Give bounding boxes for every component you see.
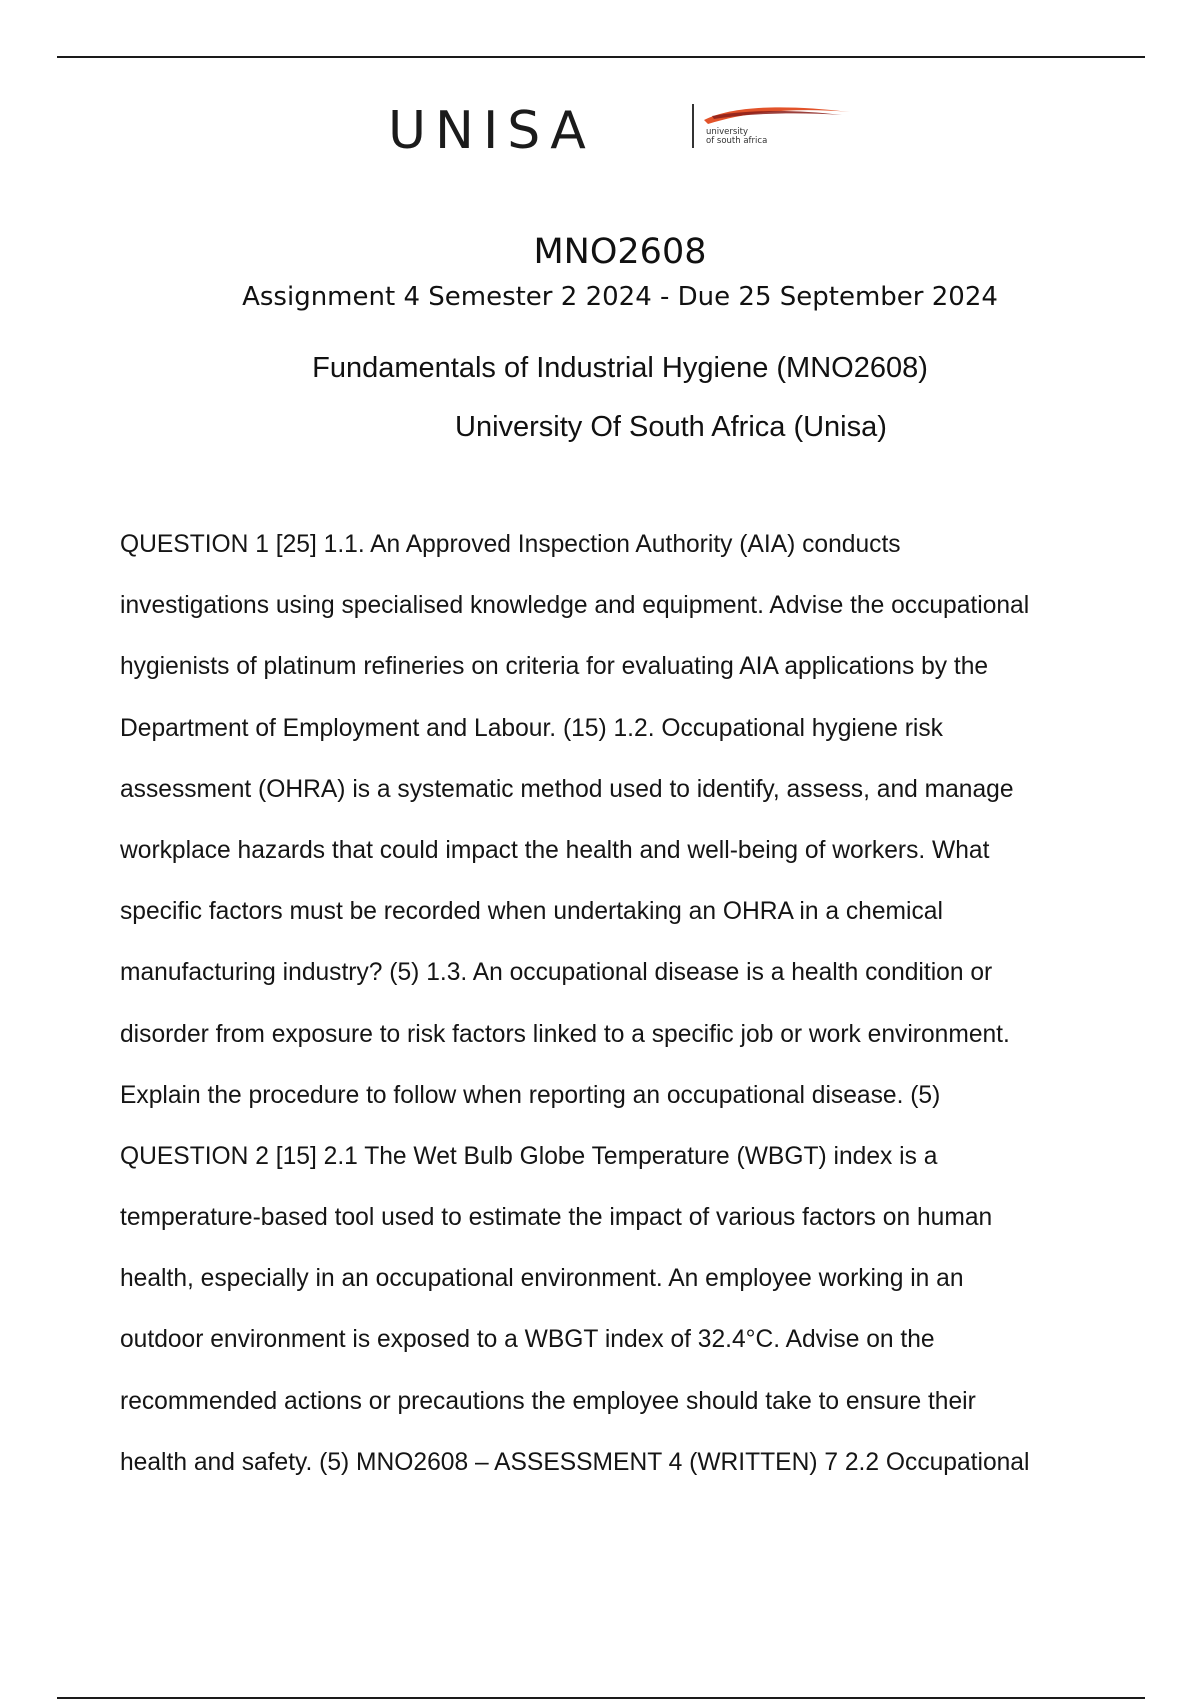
body-line: QUESTION 2 [15] 2.1 The Wet Bulb Globe Temperature (WBGT) index is a [120, 1142, 938, 1170]
logo-tagline-line2: of south africa [706, 136, 768, 146]
body-line: recommended actions or precautions the employee should take to ensure their [120, 1387, 976, 1415]
body-line: temperature-based tool used to estimate the impact of various factors on human [120, 1204, 993, 1232]
bottom-rule [57, 1697, 1145, 1699]
body-line: workplace hazards that could impact the health and well-being of workers. What [120, 836, 990, 864]
university-name: University Of South Africa (Unisa) [455, 411, 887, 443]
course-title: Fundamentals of Industrial Hygiene (MNO2608) [312, 352, 928, 384]
body-line: outdoor environment is exposed to a WBGT index of 32.4°C. Advise on the [120, 1326, 935, 1354]
body-line: manufacturing industry? (5) 1.3. An occupational disease is a health condition or [120, 959, 993, 987]
course-code: MNO2608 [533, 232, 707, 272]
logo-tagline-line1: university [706, 127, 749, 137]
assignment-due-line: Assignment 4 Semester 2 2024 - Due 25 September 2024 [242, 282, 998, 312]
body-line: hygienists of platinum refineries on criteria for evaluating AIA applications by the [120, 653, 989, 681]
logo-tagline [706, 128, 767, 146]
assignment-body [120, 525, 1150, 1504]
body-line: Explain the procedure to follow when reporting an occupational disease. (5) [120, 1081, 941, 1109]
top-rule [57, 56, 1145, 58]
logo-divider [692, 104, 694, 148]
body-line: health and safety. (5) MNO2608 – ASSESSMENT 4 (WRITTEN) 7 2.2 Occupational [120, 1448, 1030, 1476]
body-line: QUESTION 1 [25] 1.1. An Approved Inspection Authority (AIA) conducts [120, 531, 901, 558]
body-line: specific factors must be recorded when undertaking an OHRA in a chemical [120, 898, 943, 926]
logo-swoosh-icon [702, 102, 852, 128]
logo-wordmark: UNISA [388, 101, 595, 161]
body-line: assessment (OHRA) is a systematic method used to identify, assess, and manage [120, 775, 1014, 803]
body-line: investigations using specialised knowledge and equipment. Advise the occupational [120, 592, 1030, 620]
body-line: disorder from exposure to risk factors linked to a specific job or work environment. [120, 1020, 1010, 1048]
body-line: health, especially in an occupational environment. An employee working in an [120, 1265, 964, 1293]
unisa-logo [380, 96, 860, 166]
body-line: Department of Employment and Labour. (15) 1.2. Occupational hygiene risk [120, 714, 943, 742]
